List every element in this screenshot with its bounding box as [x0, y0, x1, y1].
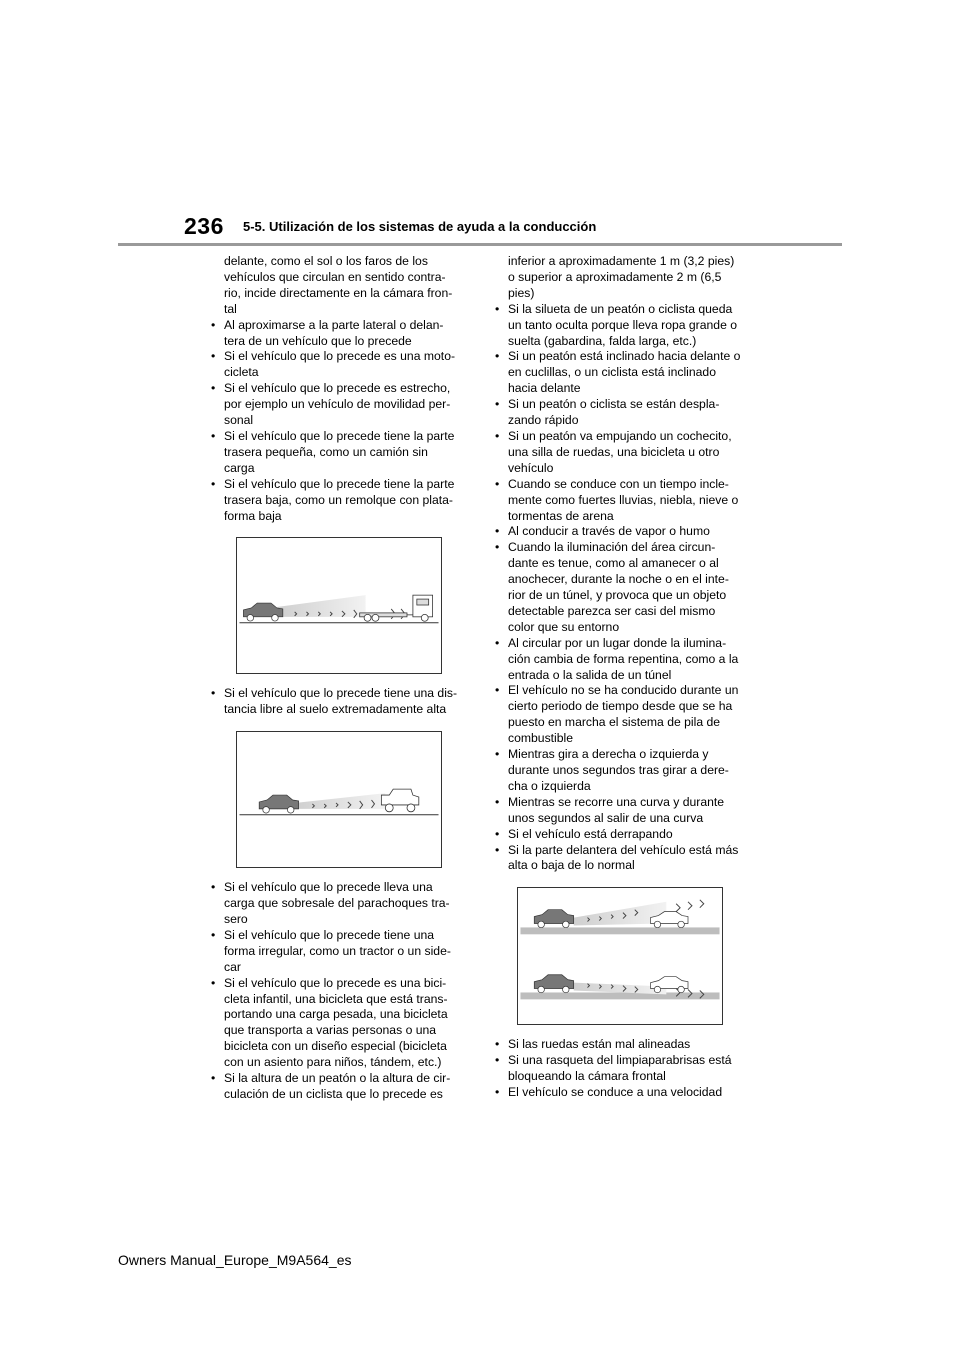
illustration-high-clearance: [236, 731, 442, 868]
text-line: por ejemplo un vehículo de movilidad per-: [224, 397, 451, 412]
text-line: Si el vehículo que lo precede es estrecho,: [224, 381, 451, 396]
list-item: [209, 318, 459, 350]
text-line: ción cambia de forma repentina, como a la: [508, 651, 739, 666]
list-item: [493, 540, 755, 635]
list-item: [209, 477, 459, 525]
text-line: o superior a aproximadamente 2 m (6,5: [508, 269, 722, 284]
car-icon: [651, 977, 688, 993]
list-item: [209, 976, 459, 1071]
illustration-low-trailer: [236, 537, 442, 674]
text-line: Mientras se recorre una curva y durante: [508, 794, 725, 809]
list-item: [209, 928, 459, 976]
list-item: [493, 827, 755, 843]
text-line: rior de un túnel, y provoca que un objeto: [508, 588, 727, 603]
text-line: Si el vehículo que lo precede tiene una: [224, 927, 435, 942]
text-line: Si un peatón va empujando un cochecito,: [508, 428, 732, 443]
text-line: tormentas de arena: [508, 508, 614, 523]
text-line: carga: [224, 460, 255, 475]
text-line: Al circular por un lugar donde la ilumina-: [508, 635, 727, 650]
text-line: Si el vehículo que lo precede lleva una: [224, 880, 433, 895]
list-item: [209, 1071, 459, 1103]
text-line: un tanto oculta porque lleva ropa grande o: [508, 317, 738, 332]
text-line: Si un peatón o ciclista se están despla-: [508, 397, 720, 412]
car-icon: [534, 910, 573, 928]
text-line: car: [224, 959, 241, 974]
text-line: rio, incide directamente en la cámara fron-: [224, 285, 453, 300]
text-line: unos segundos al salir de una curva: [508, 810, 704, 825]
text-line: mente como fuertes lluvias, niebla, nieve o: [508, 492, 739, 507]
trailer-icon: [360, 613, 415, 621]
list-item: [493, 524, 755, 540]
list-item: [493, 1053, 755, 1085]
text-line: El vehículo se conduce a una velocidad: [508, 1085, 723, 1100]
right-column: [493, 254, 755, 1101]
text-line: en cuclillas, o un ciclista está inclinado: [508, 365, 716, 380]
text-line: Si la altura de un peatón o la altura de cir-: [224, 1071, 451, 1086]
text-line: Si el vehículo está derrapando: [508, 826, 673, 841]
continuation-paragraph: [209, 254, 459, 318]
list-item: [493, 397, 755, 429]
text-line: una silla de ruedas, una bicicleta u otro: [508, 444, 720, 459]
text-line: Si el vehículo que lo precede tiene la parte: [224, 428, 455, 443]
list-item: [209, 429, 459, 477]
list-item: [209, 686, 459, 718]
text-line: trasera baja, como un remolque con plata-: [224, 492, 453, 507]
text-line: delante, como el sol o los faros de los: [224, 254, 428, 268]
text-line: Si el vehículo que lo precede tiene la parte: [224, 476, 455, 491]
text-line: Si el vehículo que lo precede tiene una dis-: [224, 686, 458, 701]
text-line: hacia delante: [508, 381, 581, 396]
text-line: tancia libre al suelo extremadamente alta: [224, 702, 447, 717]
text-line: Al aproximarse a la parte lateral o delan-: [224, 317, 444, 332]
text-line: suelta (gabardina, falda larga, etc.): [508, 333, 697, 348]
text-line: dante es tenue, como al amanecer o al: [508, 556, 719, 571]
list-item: [493, 429, 755, 477]
text-line: El vehículo no se ha conducido durante un: [508, 683, 739, 698]
list-item: [209, 880, 459, 928]
left-column: [209, 254, 459, 1103]
text-line: forma baja: [224, 508, 282, 523]
text-line: portando una carga pesada, una bicicleta: [224, 1007, 448, 1022]
text-line: Si el vehículo que lo precede es una bici-: [224, 975, 447, 990]
high-clearance-diagram: [237, 732, 441, 867]
text-line: cha o izquierda: [508, 778, 591, 793]
list-item: [493, 477, 755, 525]
text-line: Si la silueta de un peatón o ciclista queda: [508, 301, 733, 316]
text-line: Si el vehículo que lo precede es una moto-: [224, 349, 456, 364]
text-line: entrada o la salida de un túnel: [508, 667, 672, 682]
text-line: Si la parte delantera del vehículo está más: [508, 842, 739, 857]
text-line: culación de un ciclista que lo precede es: [224, 1087, 443, 1101]
text-line: Cuando la iluminación del área circun-: [508, 540, 716, 555]
text-line: durante unos segundos tras girar a dere-: [508, 763, 729, 777]
text-line: forma irregular, como un tractor o un side-: [224, 943, 451, 958]
low-trailer-diagram: [237, 538, 441, 673]
page-number: 236: [184, 213, 224, 239]
list-item: [493, 795, 755, 827]
text-line: zando rápido: [508, 413, 579, 428]
text-line: cierto periodo de tiempo desde que se ha: [508, 699, 733, 714]
header-divider: [118, 243, 842, 246]
text-line: cleta infantil, una bicicleta que está trans-: [224, 991, 448, 1006]
text-line: sero: [224, 912, 248, 927]
section-title: 5-5. Utilización de los sistemas de ayuda a la conducción: [243, 219, 597, 234]
list-item: [209, 381, 459, 429]
text-line: tera de un vehículo que lo precede: [224, 333, 412, 348]
text-line: Si un peatón está inclinado hacia delante o: [508, 349, 741, 364]
text-line: Si una rasqueta del limpiaparabrisas está: [508, 1053, 732, 1068]
text-line: trasera pequeña, como un camión sin: [224, 444, 428, 459]
text-line: que transporta a varias personas o una: [224, 1023, 437, 1038]
text-line: color que su entorno: [508, 619, 620, 634]
text-line: alta o baja de lo normal: [508, 858, 635, 873]
front-height-diagram: [518, 888, 722, 1024]
suv-icon: [381, 789, 418, 812]
list-item: [493, 636, 755, 684]
text-line: Mientras gira a derecha o izquierda y: [508, 747, 709, 762]
list-item: [209, 349, 459, 381]
list-item: [493, 1085, 755, 1101]
text-line: Si las ruedas están mal alineadas: [508, 1037, 691, 1052]
text-line: con un asiento para niños, tándem, etc.): [224, 1055, 442, 1070]
text-line: puesto en marcha el sistema de pila de: [508, 715, 721, 730]
text-line: cicleta: [224, 365, 259, 380]
text-line: sonal: [224, 413, 254, 428]
text-line: inferior a aproximadamente 1 m (3,2 pies): [508, 254, 735, 268]
list-item: [493, 683, 755, 747]
text-line: vehículos que circulan en sentido contra-: [224, 269, 446, 284]
list-item: [493, 349, 755, 397]
illustration-front-height: [517, 887, 723, 1025]
text-line: carga que sobresale del parachoques tra-: [224, 896, 450, 911]
text-line: pies): [508, 285, 535, 300]
text-line: anochecer, durante la noche o en el inte-: [508, 572, 729, 587]
text-line: bicicleta con un diseño especial (bicicleta: [224, 1039, 447, 1054]
truck-icon: [413, 596, 433, 622]
text-line: Cuando se conduce con un tiempo incle-: [508, 476, 729, 491]
list-item: [493, 302, 755, 350]
text-line: Al conducir a través de vapor o humo: [508, 524, 710, 539]
list-item: [493, 843, 755, 875]
list-item: [493, 747, 755, 795]
text-line: vehículo: [508, 460, 554, 475]
text-line: tal: [224, 301, 237, 316]
list-item: [493, 1037, 755, 1053]
text-line: combustible: [508, 731, 574, 746]
footer-text: Owners Manual_Europe_M9A564_es: [118, 1252, 352, 1268]
car-icon: [259, 795, 298, 813]
car-icon: [534, 975, 573, 993]
car-icon: [243, 603, 282, 621]
page-header: [0, 0, 960, 250]
text-line: detectable parezca ser casi del mismo: [508, 603, 716, 618]
text-line: bloqueando la cámara frontal: [508, 1069, 666, 1084]
continuation-paragraph: [493, 254, 755, 302]
